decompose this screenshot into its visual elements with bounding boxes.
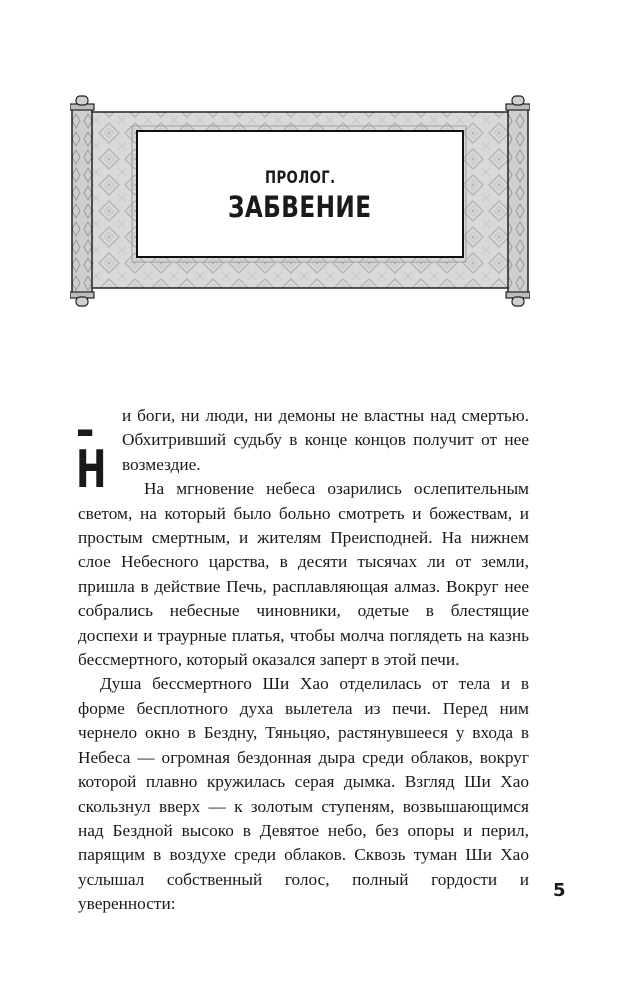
chapter-title: ЗАБВЕНИЕ [228,190,372,224]
paragraph [76,400,529,500]
chapter-title-box [136,130,464,258]
body-text [76,400,529,917]
page-number: 5 [553,880,566,901]
paragraph: На мгновение небеса озарились ослепительным светом, на который было больно смотреть и божествам, и простым смертным, и жителям Преисподней. На нижнем слое Небесного царства, в десяти тысячах ли от земли, пришла в действие Печь, расплавляющая алмаз. Вокруг нее собрались небесные чиновники, одетые в блестящие доспехи и траурные платья, чтобы молча поглядеть на казнь бессмертного, который оказался заперт в этой печи. [78,479,529,670]
drop-cap: –Н [76,400,107,500]
paragraph: Душа бессмертного Ши Хао отделилась от тела и в форме бесплотного духа вылетела из печи. Перед ним чернело окно в Бездну, Тяньцяо, растянувшееся у входа в Небеса — огромная бездонная дыра среди облаков, вокруг которой плавно кружилась серая дымка. Взгляд Ши Хао скользнул вверх — к золотым ступеням, возвышающимся над Бездной высоко в Девятое небо, без опоры и перил, парящим в воздухе среди облаков. Сквозь туман Ши Хао услышал собственный голос, полный гордости и уверенности: [78,674,529,914]
prolog-label: ПРОЛОГ. [264,168,336,188]
paragraph-text: и боги, ни люди, ни демоны не властны над смертью. Обхитривший судьбу в конце концов получит от нее возмездие. [122,406,529,474]
